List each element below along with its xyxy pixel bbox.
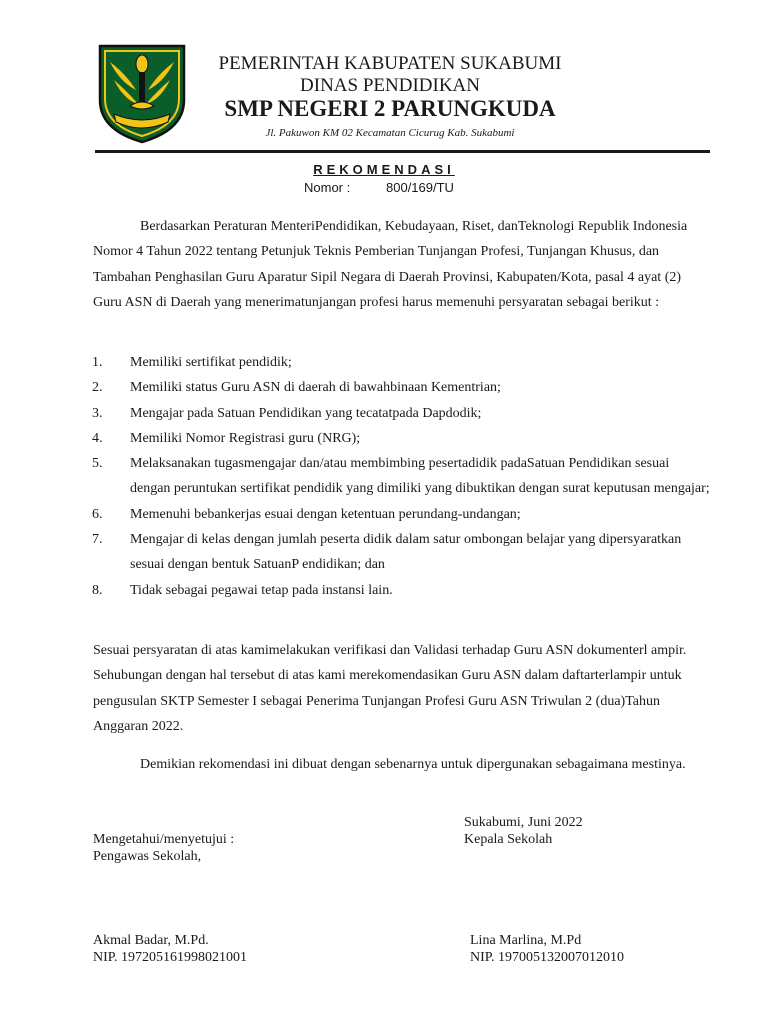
intro-paragraph: Berdasarkan Peraturan MenteriPendidikan, Kebudayaan, Riset, danTeknologi Republik Indonesia Nomor 4 Tahun 2022 tentang Petunjuk Teknis Pemberian Tunjangan Profesi, Tunjangan Khusus, dan Tambahan Penghasilan Guru Aparatur Sipil Negara di Daerah Provinsi, Kabupaten/Kota, pasal 4 ayat (2) Guru ASN di Daerah yang menerimatunjangan profesi harus memenuhi persyaratan sebagai berikut : [93,219,688,310]
letterhead-divider [95,150,710,153]
letterhead-school-name: SMP NEGERI 2 PARUNGKUDA [224,96,556,121]
list-item [92,426,712,451]
requirements-list [92,350,712,603]
list-item-number: 6. [92,506,103,522]
supervisor-name: Akmal Badar, M.Pd. [93,933,209,948]
list-item-text: Memiliki Nomor Registrasi guru (NRG); [130,430,361,446]
list-item-text: Memenuhi bebankerjas esuai dengan ketentuan perundang-undangan; [130,506,521,522]
list-item-number: 4. [92,430,103,446]
list-item-number: 5. [92,456,103,472]
list-item-number: 2. [92,380,103,396]
supervisor-nip: NIP. 197205161998021001 [93,950,248,965]
document-number-label: Nomor : [304,180,351,195]
letterhead-government: PEMERINTAH KABUPATEN SUKABUMI [218,53,562,74]
principal-name: Lina Marlina, M.Pd [470,933,582,948]
letterhead-department: DINAS PENDIDIKAN [300,75,480,96]
list-item [92,350,712,375]
list-item-text: Melaksanakan tugasmengajar dan/atau membimbing pesertadidik padaSatuan Pendidikan sesuai dengan peruntukan sertifikat pendidik yang dimiliki yang dibuktikan dengan surat keputusan mengajar; [130,456,710,497]
list-item [92,451,712,502]
verification-paragraph: Sesuai persyaratan di atas kamimelakukan verifikasi dan Validasi terhadap Guru ASN dokumenterl ampir. Sehubungan dengan hal tersebut di atas kami merekomendasikan Guru ASN dalam daftarterlampir untuk pengusulan SKTP Semester I sebagai Penerima Tunjangan Profesi Guru ASN Triwulan 2 (dua)Tahun Anggaran 2022. [93,643,687,734]
document-title: REKOMENDASI [313,162,455,177]
supervisor-role: Pengawas Sekolah, [93,849,202,864]
list-item [92,527,712,578]
list-item-text: Mengajar di kelas dengan jumlah peserta didik dalam satur ombongan belajar yang dipersyaratkan sesuai dengan bentuk SatuanP endidikan; dan [130,532,682,573]
list-item-number: 1. [92,355,103,370]
place-date: Sukabumi, Juni 2022 [464,815,583,830]
list-item-text: Tidak sebagai pegawai tetap pada instansi lain. [130,582,393,598]
document-number-value: 800/169/TU [386,180,454,195]
document-number [304,180,454,195]
approval-label: Mengetahui/menyetujui : [93,832,235,847]
list-item-text: Memiliki status Guru ASN di daerah di bawahbinaan Kementrian; [130,380,501,396]
list-item-number: 8. [92,582,103,598]
principal-role: Kepala Sekolah [464,832,553,847]
list-item [92,502,712,527]
list-item-text: Mengajar pada Satuan Pendidikan yang tecatatpada Dapdodik; [130,405,482,421]
letterhead-address: Jl. Pakuwon KM 02 Kecamatan Cicurug Kab. Sukabumi [265,127,515,139]
list-item-number: 7. [92,532,103,548]
list-item [92,578,712,603]
principal-nip: NIP. 197005132007012010 [470,950,625,965]
list-item [92,401,712,426]
list-item [92,375,712,400]
closing-paragraph: Demikian rekomendasi ini dibuat dengan sebenarnya untuk dipergunakan sebagaimana mestinya. [140,757,686,772]
list-item-number: 3. [92,405,103,421]
list-item-text: Memiliki sertifikat pendidik; [130,355,292,370]
regency-emblem-logo [96,42,188,144]
